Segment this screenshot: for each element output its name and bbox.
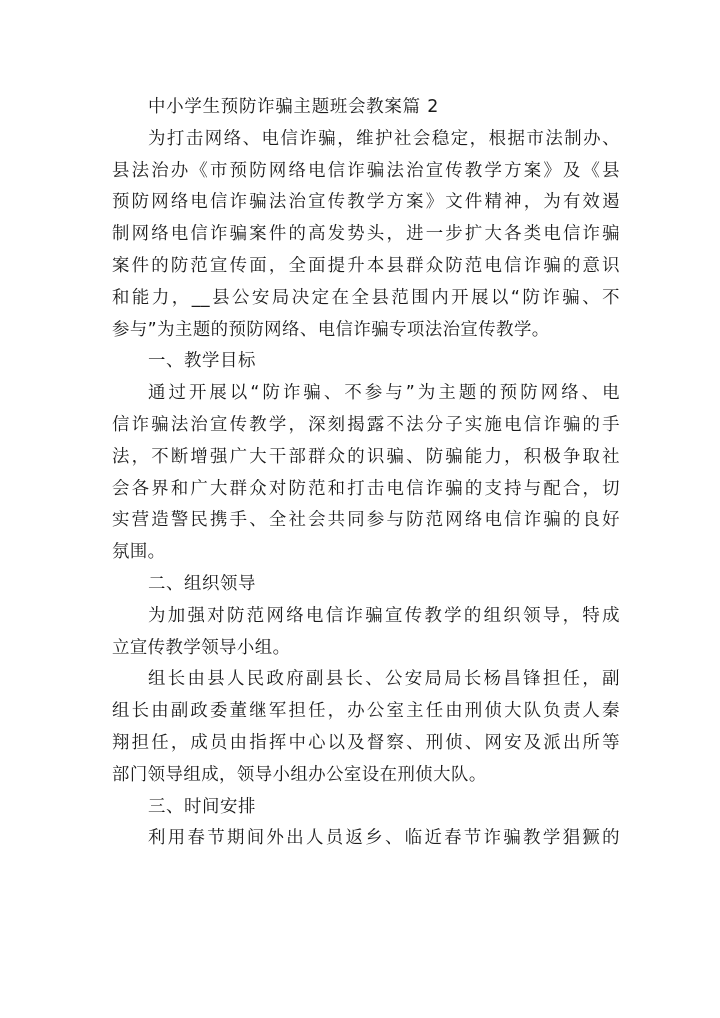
text-line: 制网络电信诈骗案件的高发势头，进一步扩大各类电信诈骗 [112,224,620,245]
text-line: 预防网络电信诈骗法治宣传教学方案》文件精神，为有效遏 [112,192,620,213]
text-line: 氛围。 [112,542,166,563]
text-line: 为打击网络、电信诈骗，维护社会稳定，根据市法制办、 [148,128,620,149]
schedule-paragraph [112,823,620,855]
intro-paragraph [112,124,620,347]
document-content [112,92,620,855]
text-line: 组长由县人民政府副县长、公安局局长杨昌锋担任，副 [148,669,620,690]
members-paragraph [112,664,620,791]
section-heading-teaching-goals: 一、教学目标 [148,351,256,372]
text-line: 县法治办《市预防网络电信诈骗法治宣传教学方案》及《县 [112,160,620,181]
text-line: 部门领导组成，领导小组办公室设在刑侦大队。 [112,764,487,785]
text-line: 组长由副政委董继军担任，办公室主任由刑侦大队负责人秦 [112,701,620,722]
text-line: 会各界和广大群众对防范和打击电信诈骗的支持与配合，切 [112,478,620,499]
text-line: 为加强对防范网络电信诈骗宣传教学的组织领导，特成 [148,605,620,626]
organization-paragraph [112,601,620,665]
text-line: 信诈骗法治宣传教学，深刻揭露不法分子实施电信诈骗的手 [112,414,620,435]
text-line: 通过开展以“防诈骗、不参与”为主题的预防网络、电 [148,383,620,404]
goals-paragraph [112,378,620,569]
document-title: 中小学生预防诈骗主题班会教案篇 2 [148,97,440,117]
section-heading-organization: 二、组织领导 [148,573,256,594]
text-line: 立宣传教学领导小组。 [112,637,291,658]
text-line: 参与”为主题的预防网络、电信诈骗专项法治宣传教学。 [112,319,550,340]
text-line: 和能力，__县公安局决定在全县范围内开展以“防诈骗、不 [112,287,620,308]
text-line: 实营造警民携手、全社会共同参与防范网络电信诈骗的良好 [112,510,620,531]
section-heading-schedule: 三、时间安排 [148,796,256,817]
text-line: 案件的防范宣传面，全面提升本县群众防范电信诈骗的意识 [112,255,620,276]
text-line: 利用春节期间外出人员返乡、临近春节诈骗教学猖獗的 [148,828,620,849]
text-line: 法，不断增强广大干部群众的识骗、防骗能力，积极争取社 [112,446,620,467]
text-line: 翔担任，成员由指挥中心以及督察、刑侦、网安及派出所等 [112,732,620,753]
